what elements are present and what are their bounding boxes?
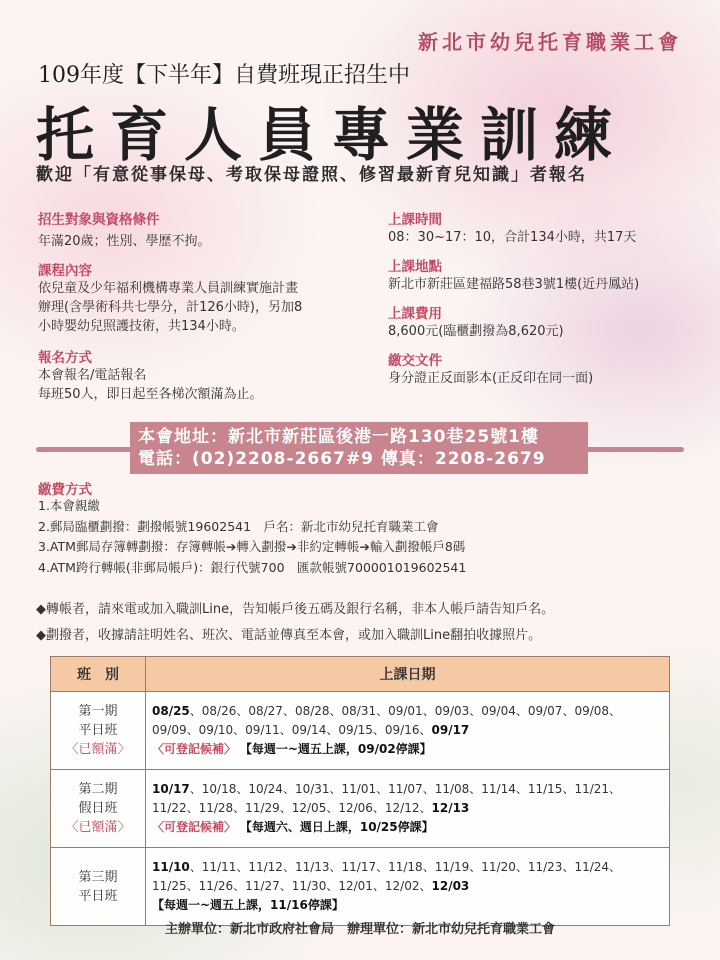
dates-list: 、10/18、10/24、10/31、11/01、11/07、11/08、11/14、11/15、11/21、11/22、11/28、11/29、12/05、12/06、12/12、: [152, 782, 622, 815]
dates-cell: [146, 848, 670, 926]
left-column: [38, 208, 378, 404]
fee-text: 8,600元(臨櫃劃撥為8,620元): [388, 324, 564, 339]
column-header-dates: 上課日期: [146, 657, 670, 692]
documents-text: 身分證正反面影本(正反印在同一面): [388, 371, 594, 386]
right-column: [388, 208, 688, 388]
class-type: 平日班: [78, 723, 118, 738]
payment-item: 1.本會親繳: [38, 498, 100, 513]
documents-title: 繳交文件: [388, 353, 442, 369]
main-title: 托育人員專業訓練: [36, 101, 629, 169]
schedule-rule: 【每週一~週五上課，11/16停課】: [152, 898, 344, 912]
payment-item: 2.郵局臨櫃劃撥：劃撥帳號19602541 戶名：新北市幼兒托育職業工會: [38, 518, 439, 534]
table-row: [51, 848, 670, 926]
signup-line: 每班50人，即日起至各梯次額滿為止。: [38, 387, 263, 402]
signup-title: 報名方式: [38, 350, 92, 366]
schedule-table: [50, 656, 670, 926]
payment-note: ◆轉帳者，請來電或加入職訓Line，告知帳戶後五碼及銀行名稱，非本人帳戶請告知戶名。: [36, 602, 555, 617]
first-date: 11/10: [152, 860, 190, 874]
dates-cell: [146, 770, 670, 848]
class-type: 平日班: [78, 888, 118, 904]
org-name: 新北市幼兒托育職業工會: [418, 30, 682, 54]
location-title: 上課地點: [388, 259, 442, 275]
course-line: 依兒童及少年福利機構專業人員訓練實施計畫: [38, 281, 299, 296]
time-title: 上課時間: [388, 212, 442, 228]
last-date: 12/03: [431, 879, 470, 893]
subtitle: 109年度【下半年】自費班現正招生中: [38, 63, 410, 88]
class-cell: [51, 848, 146, 926]
course-title: 課程內容: [38, 263, 92, 279]
time-text: 08：30~17：10，合計134小時，共17天: [388, 230, 637, 245]
signup-text: [38, 366, 378, 404]
last-date: 12/13: [431, 801, 470, 815]
table-header-row: [51, 657, 670, 692]
class-status: 〈已額滿〉: [65, 742, 131, 757]
schedule-rule: 【每週一~週五上課，09/02停課】: [239, 742, 432, 756]
contact-phone: 電話：(02)2208-2667#9 傳真：2208-2679: [138, 449, 546, 469]
dates-list: 、11/11、11/12、11/13、11/17、11/18、11/19、11/20、11/23、11/24、11/25、11/26、11/27、11/30、12/01、12/02、: [152, 860, 622, 893]
schedule-rule: 【每週六、週日上課，10/25停課】: [239, 820, 434, 834]
table-row: [51, 692, 670, 770]
class-name: 第一期: [78, 704, 118, 719]
first-date: 10/17: [152, 782, 190, 796]
class-cell: [51, 770, 146, 848]
welcome-text: 歡迎「有意從事保母、考取保母證照、修習最新育兒知識」者報名: [36, 165, 587, 185]
class-type: 假日班: [78, 801, 118, 816]
dates-cell: [146, 692, 670, 770]
course-text: [38, 279, 378, 336]
class-cell: [51, 692, 146, 770]
contact-address: 本會地址：新北市新莊區後港一路130巷25號1樓: [138, 427, 539, 447]
dates-list: 、08/26、08/27、08/28、08/31、09/01、09/03、09/04、09/07、09/08、09/09、09/10、09/11、09/14、09/15、09/16、: [152, 704, 622, 737]
payment-item: 4.ATM跨行轉帳(非郵局帳戶)：銀行代號700 匯款帳號700001019602541: [38, 559, 467, 575]
eligibility-title: 招生對象與資格條件: [38, 212, 160, 228]
contact-box: [130, 422, 588, 474]
payment-item: 3.ATM郵局存簿轉劃撥：存簿轉帳➔轉入劃撥➔非約定轉帳➔輸入劃撥帳戶8碼: [38, 539, 466, 554]
last-date: 09/17: [431, 723, 470, 737]
first-date: 08/25: [152, 704, 190, 718]
class-status: 〈已額滿〉: [65, 820, 131, 835]
table-row: [51, 770, 670, 848]
course-line: 辦理(含學術科共七學分，計126小時)，另加8: [38, 300, 303, 315]
course-line: 小時嬰幼兒照護技術，共134小時。: [38, 319, 245, 334]
class-name: 第二期: [78, 782, 118, 797]
fee-title: 上課費用: [388, 306, 442, 322]
payment-list: [38, 496, 466, 578]
waitlist-note: 〈可登記候補〉: [152, 742, 237, 756]
signup-line: 本會報名/電話報名: [38, 368, 147, 383]
class-name: 第三期: [78, 869, 118, 885]
payment-note: ◆劃撥者，收據請註明姓名、班次、電話並傳真至本會，或加入職訓Line翻拍收據照片。: [36, 628, 542, 643]
location-text: 新北市新莊區建福路58巷3號1樓(近丹鳳站): [388, 277, 640, 292]
footer-organizers: 主辦單位：新北市政府社會局 辦理單位：新北市幼兒托育職業工會: [164, 922, 555, 937]
waitlist-note: 〈可登記候補〉: [152, 820, 237, 834]
eligibility-text: 年滿20歲；性別、學歷不拘。: [38, 234, 211, 249]
payment-title: 繳費方式: [38, 482, 92, 498]
column-header-class: 班 別: [51, 657, 146, 692]
